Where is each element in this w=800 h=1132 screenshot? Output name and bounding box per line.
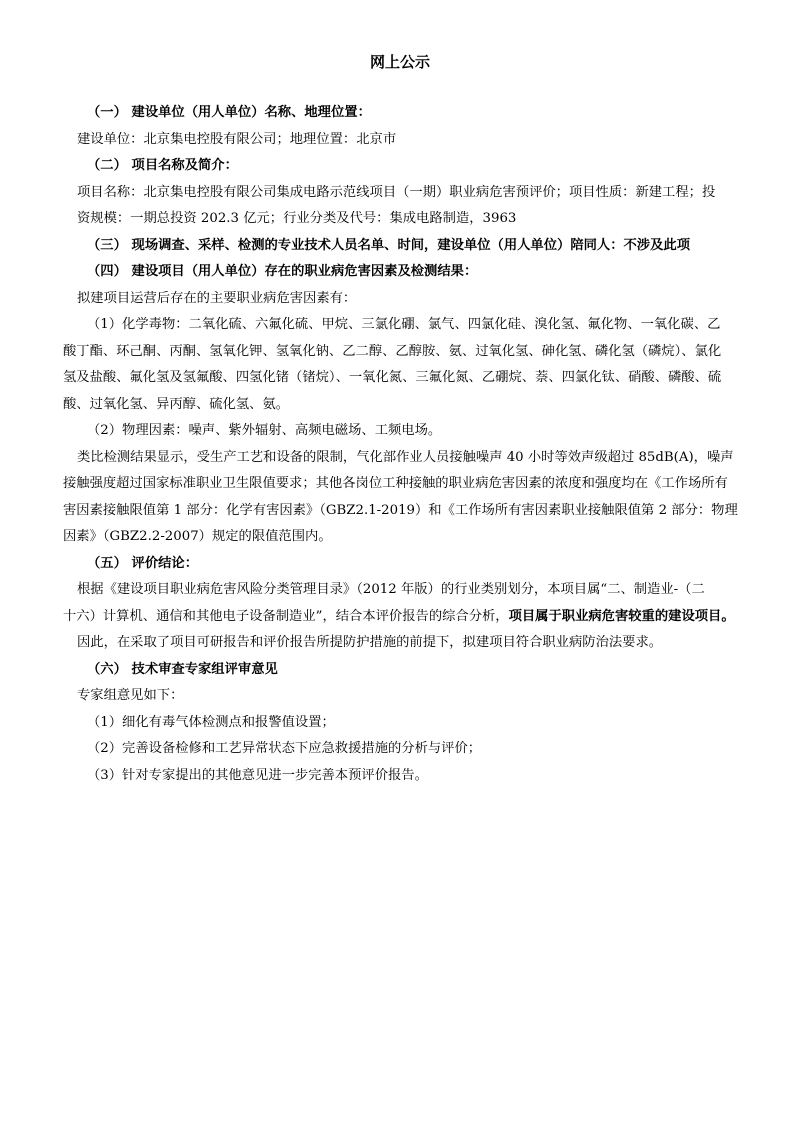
conclusion-bold-text: 项目属于职业病危害较重的建设项目。 bbox=[508, 608, 735, 624]
chemical-hazards-line: 氢及盐酸、氟化氢及氢氟酸、四氢化锗（锗烷）、一氧化氮、三氟化氮、乙硼烷、萘、四氯化钛、硝酸、磷酸、硫 bbox=[63, 370, 722, 385]
page-title: 网上公示 bbox=[369, 53, 430, 71]
conclusion-line: 因此，在采取了项目可研报告和评价报告所提防护措施的前提下，拟建项目符合职业病防治法要求。 bbox=[77, 635, 663, 650]
conclusion-line: 根据《建设项目职业病危害风险分类管理目录》（2012 年版）的行业类别划分，本项目属“二、制造业-（二 bbox=[77, 582, 705, 597]
expert-opinion-item: （1）细化有毒气体检测点和报警值设置； bbox=[87, 714, 335, 730]
section-4-intro: 拟建项目运营后存在的主要职业病危害因素有： bbox=[77, 290, 357, 306]
section-3-heading: （三） 现场调查、采样、检测的专业技术人员名单、时间，建设单位（用人单位）陪同人：不涉及此项 bbox=[87, 237, 690, 253]
expert-opinion-intro: 专家组意见如下： bbox=[77, 688, 184, 703]
section-2-body-line: 项目名称：北京集电控股有限公司集成电路示范线项目（一期）职业病危害预评价；项目性质：新建工程；投 bbox=[77, 184, 716, 200]
physical-hazards: （2）物理因素：噪声、紫外辐射、高频电磁场、工频电场。 bbox=[87, 423, 442, 438]
section-4-heading: （四） 建设项目（用人单位）存在的职业病危害因素及检测结果： bbox=[87, 264, 478, 279]
expert-opinion-item: （3）针对专家提出的其他意见进一步完善本预评价报告。 bbox=[87, 767, 428, 783]
detection-result-line: 接触强度超过国家标准职业卫生限值要求；其他各岗位工种接触的职业病危害因素的浓度和强度均在《工作场所有 bbox=[63, 476, 728, 491]
chemical-hazards-line: 酸丁酯、环己酮、丙酮、氢氧化钾、氢氧化钠、乙二醇、乙醇胺、氨、过氧化氢、砷化氢、磷化氢（磷烷）、氯化 bbox=[63, 343, 722, 359]
section-2-body-line: 资规模：一期总投资 202.3 亿元；行业分类及代号：集成电路制造，3963 bbox=[77, 211, 517, 226]
expert-opinion-item: （2）完善设备检修和工艺异常状态下应急救援措施的分析与评价； bbox=[87, 741, 482, 756]
detection-result-line: 害因素接触限值第 1 部分：化学有害因素》（GBZ2.1-2019）和《工作场所有害因素职业接触限值第 2 部分：物理 bbox=[63, 502, 738, 518]
document-body bbox=[63, 100, 753, 789]
chemical-hazards-line: （1）化学毒物：二氧化硫、六氟化硫、甲烷、三氯化硼、氯气、四氯化硅、溴化氢、氟化物、一氧化碳、乙 bbox=[87, 317, 721, 332]
section-5-heading: （五） 评价结论： bbox=[87, 555, 199, 571]
section-6-heading: （六） 技术审查专家组评审意见 bbox=[87, 661, 278, 677]
section-2-heading: （二） 项目名称及简介： bbox=[87, 158, 238, 173]
conclusion-line bbox=[63, 604, 753, 631]
conclusion-text: 十六）计算机、通信和其他电子设备制造业”，结合本评价报告的综合分析， bbox=[63, 608, 509, 624]
detection-result-line: 因素》（GBZ2.2-2007）规定的限值范围内。 bbox=[63, 529, 332, 544]
chemical-hazards-line: 酸、过氧化氢、异丙醇、硫化氢、氨。 bbox=[63, 396, 290, 412]
section-1-body: 建设单位：北京集电控股有限公司；地理位置：北京市 bbox=[77, 131, 397, 147]
section-1-heading: （一） 建设单位（用人单位）名称、地理位置： bbox=[87, 105, 371, 120]
detection-result-line: 类比检测结果显示，受生产工艺和设备的限制，气化部作业人员接触噪声 40 小时等效声级超过 85dB(A)，噪声 bbox=[77, 449, 734, 465]
